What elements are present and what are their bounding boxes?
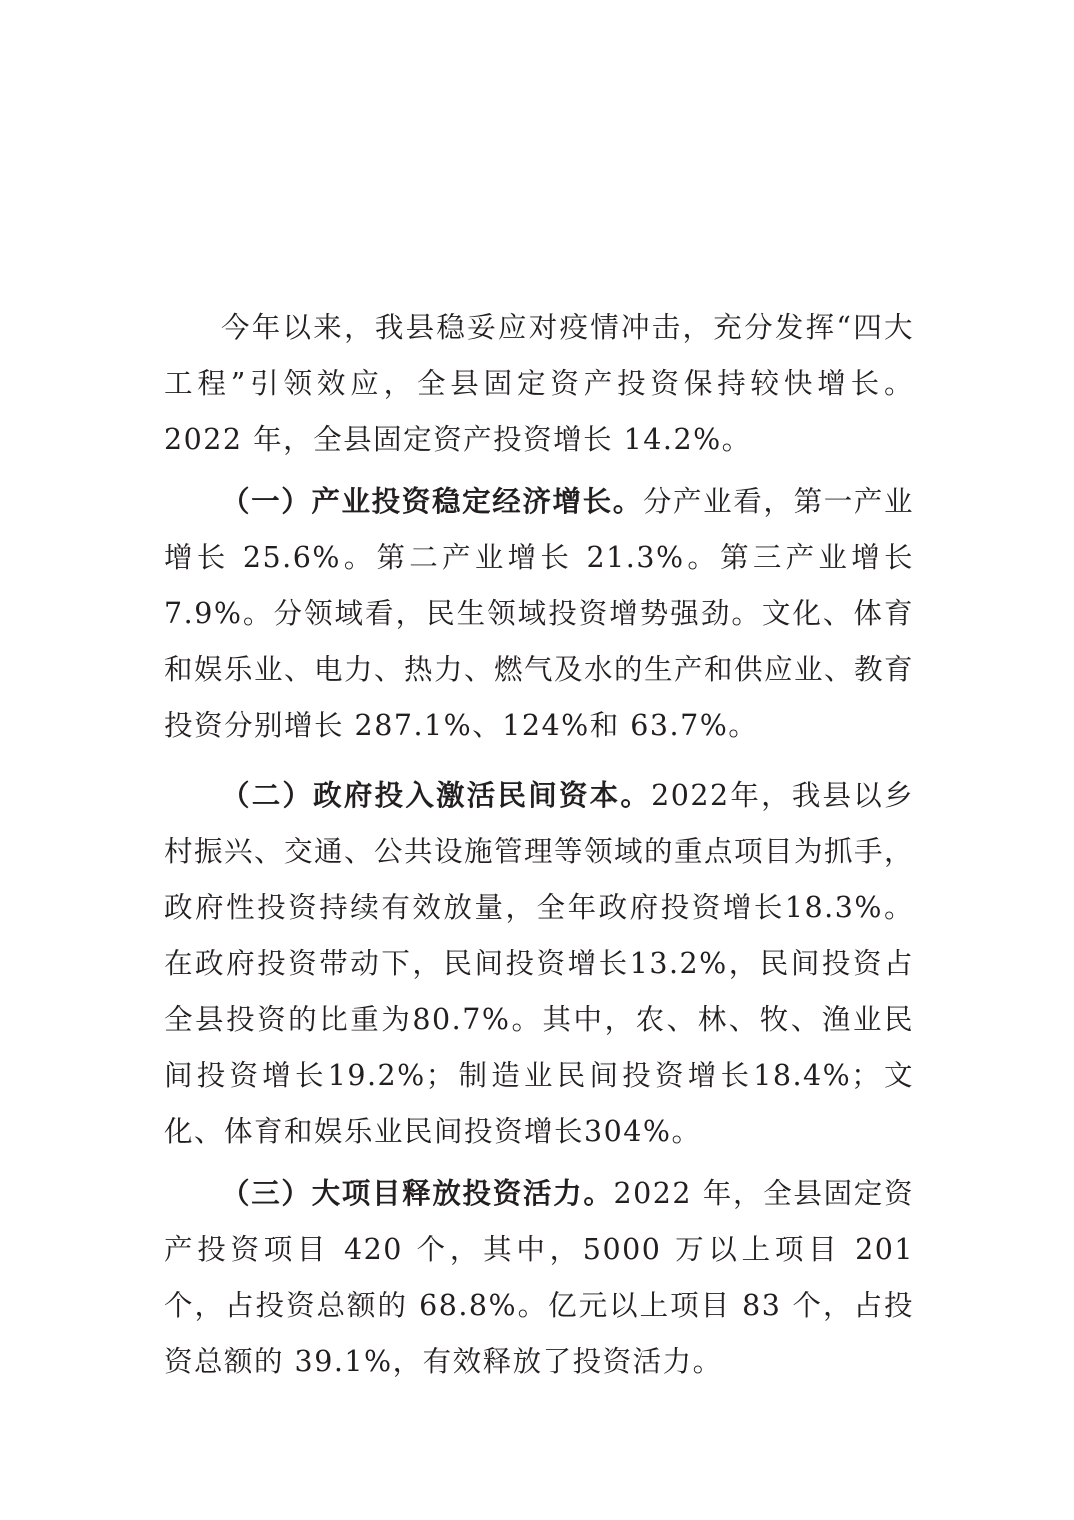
section-3-heading: （三）大项目释放投资活力。 (221, 1177, 614, 1210)
section-2-heading: （二）政府投入激活民间资本。 (221, 779, 652, 812)
section-1-heading: （一）产业投资稳定经济增长。 (221, 485, 643, 518)
intro-paragraph (164, 300, 914, 468)
section-1-body: 分产业看，第一产业增长 25.6%。第二产业增长 21.3%。第三产业增长 7.9%。分领域看，民生领域投资增势强劲。文化、体育和娱乐业、电力、热力、燃气及水的生产和供应业、教育投资分别增长 287.1%、124%和 63.7%。 (164, 485, 915, 742)
document-body (164, 300, 914, 1390)
intro-text: 今年以来，我县稳妥应对疫情冲击，充分发挥“四大工程”引领效应，全县固定资产投资保持较快增长。2022 年，全县固定资产投资增长 14.2%。 (164, 311, 914, 456)
section-3-paragraph (164, 1166, 914, 1390)
section-3-body: 2022 年，全县固定资产投资项目 420 个，其中，5000 万以上项目 201 个，占投资总额的 68.8%。亿元以上项目 83 个，占投资总额的 39.1%，有效释放了投资活力。 (164, 1177, 914, 1378)
section-1-paragraph (164, 474, 914, 754)
section-2-paragraph (164, 768, 914, 1160)
section-2-body: 2022年，我县以乡村振兴、交通、公共设施管理等领域的重点项目为抓手，政府性投资持续有效放量，全年政府投资增长18.3%。在政府投资带动下，民间投资增长13.2%，民间投资占全县投资的比重为80.7%。其中，农、林、牧、渔业民间投资增长19.2%；制造业民间投资增长18.4%；文化、体育和娱乐业民间投资增长304%。 (164, 779, 915, 1148)
